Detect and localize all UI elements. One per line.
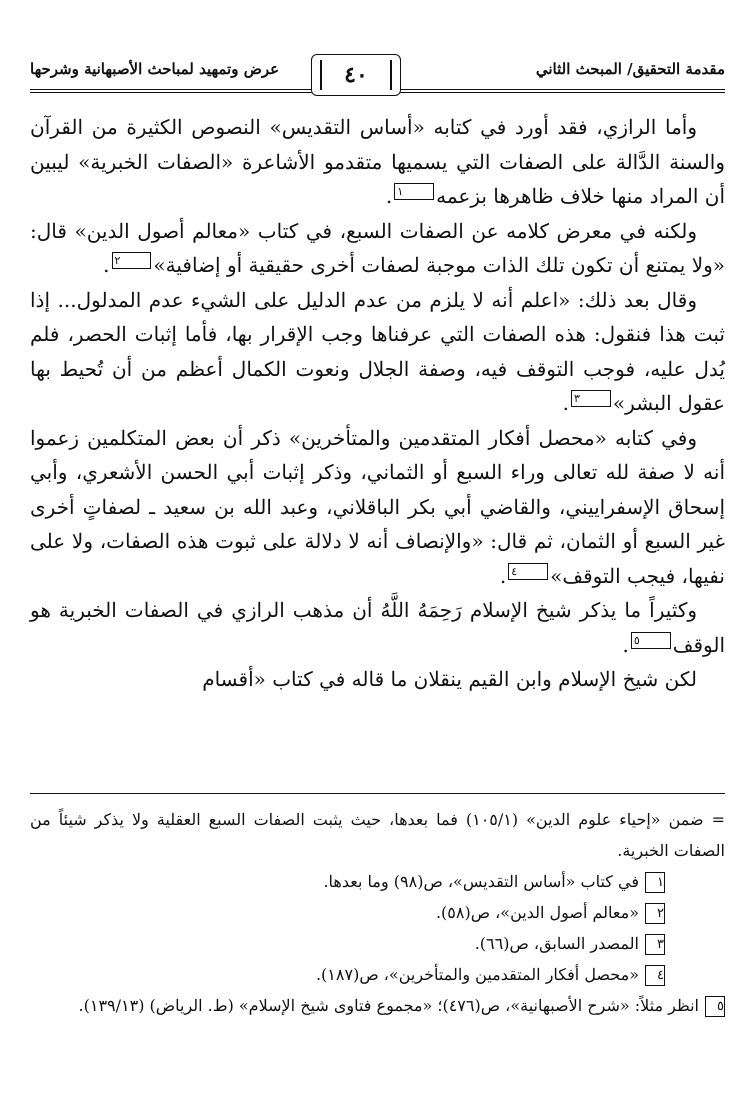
footnote-ref-1[interactable]: ١ xyxy=(394,183,434,200)
footnote-5-text: انظر مثلاً: «شرح الأصبهانية»، ص(٤٧٦)؛ «مجموع فتاوى شيخ الإسلام» (ط. الرياض) (١٣٩/١٣). xyxy=(78,996,699,1015)
footnote-4 xyxy=(30,959,725,990)
footnote-ref-3[interactable]: ٣ xyxy=(571,390,611,407)
footnote-1-text: في كتاب «أساس التقديس»، ص(٩٨) وما بعدها. xyxy=(323,872,639,891)
paragraph-2-text: ولكنه في معرض كلامه عن الصفات السبع، في كتاب «معالم أصول الدين» قال: «ولا يمتنع أن تكون تلك الذات موجبة لصفات أخرى حقيقية أو إضافية» xyxy=(30,218,725,277)
paragraph-6 xyxy=(30,662,725,697)
paragraph-3-end: . xyxy=(562,391,569,415)
footnote-3-number: ٣ xyxy=(645,934,665,955)
paragraph-1-text: وأما الرازي، فقد أورد في كتابه «أساس التقديس» النصوص الكثيرة من القرآن والسنة الدَّالة على الصفات التي يسميها متقدمو الأشاعرة «الصفات الخبرية» ليبين أن المراد منها خلاف ظاهرها بزعمه xyxy=(30,115,725,208)
footnote-4-text: «محصل أفكار المتقدمين والمتأخرين»، ص(١٨٧). xyxy=(315,965,639,984)
header-chapter-title: مقدمة التحقيق/ المبحث الثاني xyxy=(535,60,725,78)
paragraph-4-end: . xyxy=(499,563,507,588)
paragraph-3 xyxy=(30,283,725,421)
paragraph-4-text: وفي كتابه «محصل أفكار المتقدمين والمتأخرين» ذكر أن بعض المتكلمين زعموا أنه لا صفة لله تعالى وراء السبع أو الثماني، وذكر إثبات أبي الحسن الأشعري، وأبي إسحاق الإسفراييني، والقاضي أبي بكر الباقلاني، وعبد الله بن سعيد ـ لصفاتٍ أخرى غير السبع أو الثمان، ثم قال: «والإنصاف أنه لا دلالة على ثبوت هذه الصفات، ولا على نفيها، فيجب التوقف» xyxy=(30,425,725,588)
paragraph-6-text: لكن شيخ الإسلام وابن القيم ينقلان ما قاله في كتاب «أقسام xyxy=(202,667,697,691)
footnote-separator xyxy=(30,793,725,794)
paragraph-2 xyxy=(30,214,725,283)
footnote-ref-2[interactable]: ٢ xyxy=(112,252,152,269)
footnote-4-number: ٤ xyxy=(645,965,665,986)
paragraph-5-text: وكثيراً ما يذكر شيخ الإسلام رَحِمَهُ اللَّهُ أن مذهب الرازي في الصفات الخبرية هو الوقف xyxy=(30,598,725,657)
footnote-5 xyxy=(30,990,725,1021)
footnote-3-text: المصدر السابق، ص(٦٦). xyxy=(474,934,639,953)
running-header xyxy=(30,42,725,102)
main-text xyxy=(30,110,725,697)
paragraph-1-end: . xyxy=(385,184,393,208)
paragraph-5 xyxy=(30,593,725,662)
footnote-1-number: ١ xyxy=(645,872,665,893)
footnote-ref-4[interactable]: ٤ xyxy=(508,563,548,580)
header-book-title: عرض وتمهيد لمباحث الأصبهانية وشرحها xyxy=(30,60,280,78)
page-number: ٤٠ xyxy=(311,54,401,96)
paragraph-1 xyxy=(30,110,725,214)
paragraph-3-text: وقال بعد ذلك: «اعلم أنه لا يلزم من عدم الدليل على الشيء عدم المدلول... إذا ثبت هذا فنقول: هذه الصفات التي عرفناها وجب الإقرار بها، فأما إثبات الحصر، فلم يُدل عليه، فوجب التوقف فيه، وصفة الجلال ونعوت الكمال أعظم من أن تُحيط بها عقول البشر» xyxy=(30,287,725,415)
footnote-2 xyxy=(30,897,725,928)
paragraph-4 xyxy=(30,421,725,594)
footnote-continuation: = ضمن «إحياء علوم الدين» (١٠٥/١) فما بعدها، حيث يثبت الصفات السبع العقلية ولا يذكر شيئاً من الصفات الخبرية. xyxy=(30,810,726,860)
footnote-3 xyxy=(30,928,725,959)
footnote-2-number: ٢ xyxy=(645,903,665,924)
paragraph-5-end: . xyxy=(622,632,629,657)
footnote-5-number: ٥ xyxy=(705,996,725,1017)
footnote-1 xyxy=(30,866,725,897)
footnotes xyxy=(30,804,725,1021)
paragraph-2-end: . xyxy=(103,253,110,277)
footnote-ref-5[interactable]: ٥ xyxy=(631,632,671,649)
footnote-2-text: «معالم أصول الدين»، ص(٥٨). xyxy=(435,903,639,922)
